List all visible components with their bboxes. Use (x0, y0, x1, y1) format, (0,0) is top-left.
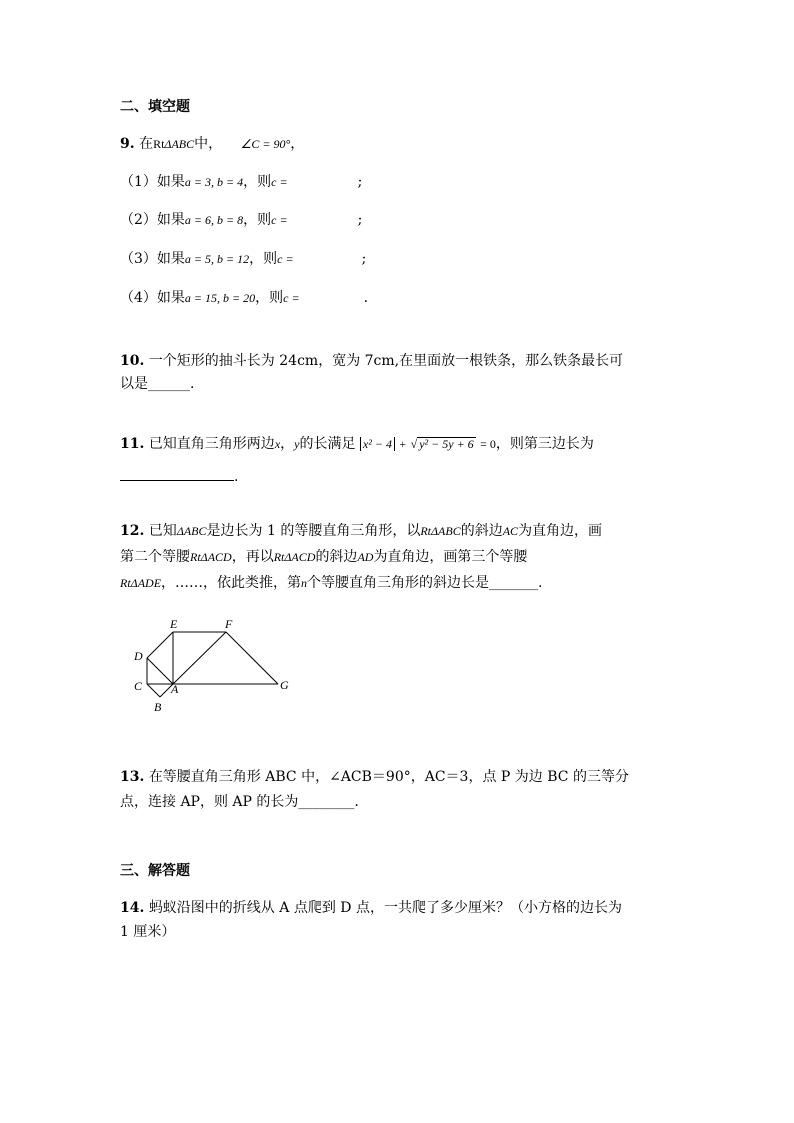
q13-line-2-pre: 点，连接 AP，则 AP 的长为 (120, 794, 299, 810)
q9-item-1-end: ; (357, 174, 363, 190)
q10-line-2 (120, 377, 194, 391)
q12-l1-tri2: RtΔABC (420, 524, 461, 538)
q12-label-a: A (171, 682, 179, 696)
q9-item-4-c: c = (283, 291, 300, 305)
q12-l3-end: . (538, 575, 543, 591)
q12-line-1 (120, 524, 602, 538)
q11-abs-expression: x² − 4 (360, 437, 395, 451)
q9-item-4-end: . (363, 290, 369, 306)
q12-l1-c: 的斜边 (460, 523, 503, 539)
q9-item-1-c: c = (271, 175, 288, 189)
q11-line-2 (120, 468, 238, 484)
q12-label-g: G (280, 678, 289, 692)
q9-item-2-label: （2）如果 (120, 212, 185, 228)
q12-label-c: C (134, 679, 143, 693)
q10-line-2-end: . (190, 376, 195, 392)
q9-stem (120, 137, 304, 151)
q12-l1-a: 已知 (148, 523, 177, 539)
q12-l2-tri: RtΔACD (190, 550, 232, 564)
q11-mid: 的长满足 (299, 436, 356, 452)
q10-line-1-text: 一个矩形的抽斗长为 24cm，宽为 7cm,在里面放一根铁条，那么铁条最长可 (148, 353, 624, 369)
q10-line-1 (120, 354, 623, 368)
q9-item-2-c: c = (271, 213, 288, 227)
q12-l1-b: 是边长为 1 的等腰直角三角形，以 (206, 523, 421, 539)
q9-item-3-c: c = (277, 252, 294, 266)
q9-item-3-then: ，则 (249, 251, 278, 267)
q9-item-1-label: （1）如果 (120, 174, 185, 190)
q9-item-1 (120, 175, 362, 189)
q9-rt: Rt (153, 137, 165, 151)
q9-item-3-end: ; (361, 251, 367, 267)
q9-item-2 (120, 213, 362, 227)
q12-answer-blank[interactable]: _______ (489, 575, 539, 591)
q12-number: 12. (120, 523, 145, 539)
section-2-title: 二、填空题 (120, 99, 190, 115)
q9-item-4-expr: a = 15, b = 20 (184, 291, 256, 305)
q13-line-2-end: . (354, 794, 359, 810)
q9-number: 9. (120, 136, 135, 152)
q12-l3-n: n (301, 576, 308, 590)
q9-triangle: ΔABC (164, 137, 195, 151)
q13-line-2 (120, 795, 359, 809)
q12-l2-d: 为直角边，画第三个等腰 (373, 549, 528, 565)
q12-figure (126, 615, 306, 715)
q12-l2-c: 的斜边 (315, 549, 358, 565)
q12-label-d: D (134, 649, 143, 663)
q11-sep: ， (280, 436, 295, 452)
q9-angle: ∠C = 90° (240, 137, 291, 151)
q14-line-2: 1 厘米） (120, 924, 176, 940)
q9-stem-pre: 在 (139, 136, 154, 152)
q11-sqrt-expression: y² − 5y + 6 (419, 437, 474, 451)
q12-l1-ac: AC (502, 524, 519, 538)
q12-l2-a: 第二个等腰 (120, 549, 190, 565)
q12-l1-d: 为直角边，画 (518, 523, 603, 539)
q9-stem-end: ， (290, 136, 305, 152)
q9-item-2-then: ，则 (243, 212, 272, 228)
q12-l2-ad: AD (357, 550, 374, 564)
q13-line-1-text: 在等腰直角三角形 ABC 中，∠ACB＝90°，AC＝3，点 P 为边 BC 的三等分 (148, 769, 629, 785)
q9-item-3-expr: a = 5, b = 12 (184, 252, 250, 266)
q12-l3-tri: RtΔADE (120, 576, 162, 590)
q9-item-1-expr: a = 3, b = 4 (184, 175, 244, 189)
q11-line-1: 11. 已知直角三角形两边x，y的长满足 x² − 4 + √ y² − 5y + 6 = 0，则第三边长为 (120, 436, 594, 452)
q13-line-1 (120, 770, 629, 784)
q14-line-1-text: 蚂蚁沿图中的折线从 A 点爬到 D 点，一共爬了多少厘米？（小方格的边长为 (148, 900, 622, 916)
q11-plus: + (399, 437, 407, 451)
q11-answer-blank[interactable] (120, 468, 234, 481)
q9-item-2-end: ; (357, 212, 363, 228)
q12-figure-lines (147, 632, 278, 697)
q11-eq: = 0 (480, 437, 496, 451)
q9-stem-mid: 中， (194, 136, 223, 152)
q9-item-3 (120, 252, 366, 266)
q9-item-2-expr: a = 6, b = 8 (184, 213, 244, 227)
q12-l2-b: ，再以 (231, 549, 274, 565)
q10-number: 10. (120, 353, 145, 369)
q12-l3-b: 个等腰直角三角形的斜边长是 (307, 575, 490, 591)
q9-item-4 (120, 291, 368, 305)
q12-label-f: F (225, 617, 233, 631)
q13-number: 13. (120, 769, 145, 785)
q11-x: x (274, 437, 281, 451)
section-3-title: 三、解答题 (120, 863, 190, 879)
q9-item-1-then: ，则 (243, 174, 272, 190)
q12-label-b: B (154, 700, 162, 714)
q9-item-4-label: （4）如果 (120, 290, 185, 306)
q13-answer-blank[interactable]: ________ (298, 794, 355, 810)
q9-item-4-then: ，则 (255, 290, 284, 306)
q14-line-1 (120, 901, 622, 915)
q11-number: 11. (120, 436, 145, 452)
q12-line-2 (120, 550, 527, 564)
q12-l1-tri: ΔABC (176, 524, 207, 538)
q10-answer-blank[interactable]: ______ (148, 376, 190, 392)
q10-line-2-pre: 以是 (120, 376, 148, 392)
q12-line-3 (120, 576, 543, 590)
q11-pre: 已知直角三角形两边 (148, 436, 275, 452)
q12-l3-a: ，……，依此类推，第 (161, 575, 302, 591)
q9-item-3-label: （3）如果 (120, 251, 185, 267)
q11-y: y (294, 437, 300, 451)
q12-l2-tri2: RtΔACD (273, 550, 316, 564)
q11-post: ，则第三边长为 (495, 436, 594, 452)
q14-number: 14. (120, 900, 145, 916)
q11-line-2-end: . (234, 469, 239, 485)
q12-label-e: E (170, 617, 178, 631)
